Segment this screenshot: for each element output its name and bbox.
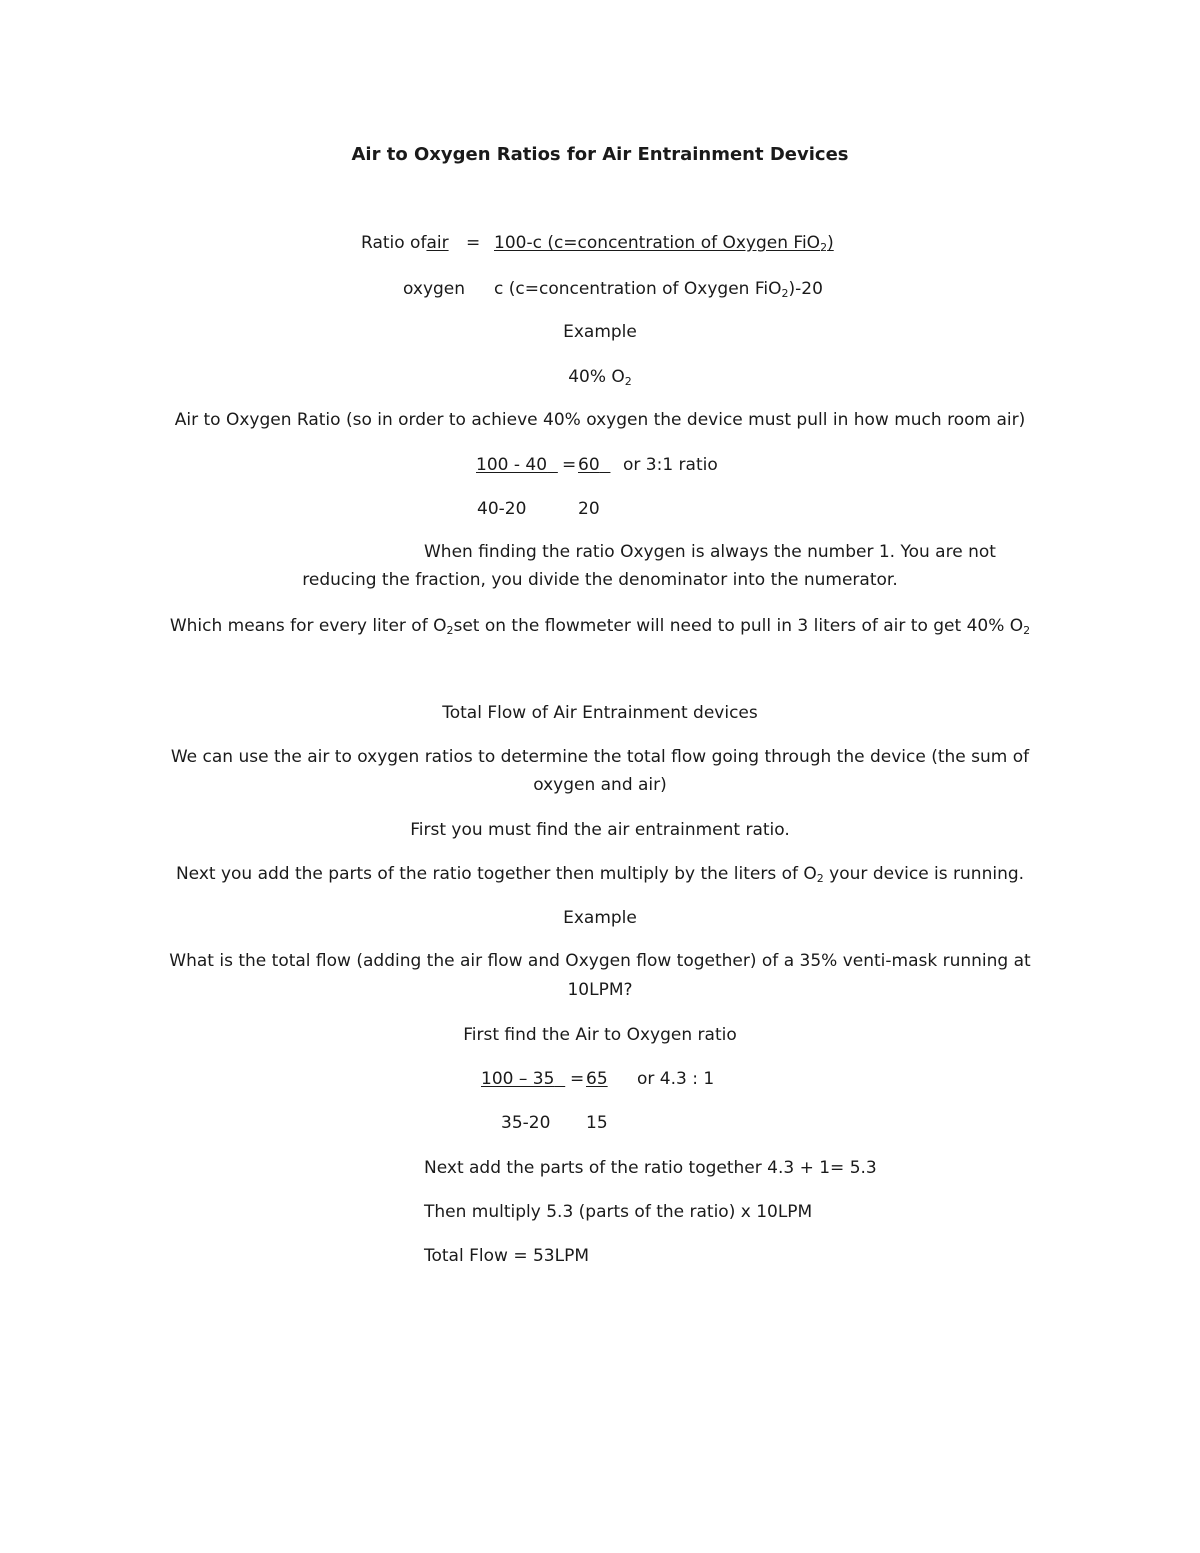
example2-question-line2: 10LPM? [567, 980, 633, 1000]
document-title: Air to Oxygen Ratios for Air Entrainment Devices [351, 144, 849, 165]
example2-result-den: 15 [586, 1113, 608, 1133]
total-flow-step1: First you must find the air entrainment ratio. [410, 820, 790, 840]
example2-add-parts: Next add the parts of the ratio together 4.3 + 1= 5.3 [424, 1158, 877, 1178]
example1-note-line1: When finding the ratio Oxygen is always the number 1. You are not [424, 542, 996, 562]
formula-oxygen-word: oxygen [403, 279, 466, 299]
example2-find: First find the Air to Oxygen ratio [463, 1025, 737, 1045]
numerator-close: ) [827, 233, 834, 253]
example1-result-num-text: 60 [578, 455, 600, 475]
example2-result-num [586, 1068, 608, 1090]
example1-value-subscript: 2 [624, 375, 632, 388]
denominator-subscript: 2 [781, 287, 789, 300]
example2-question-line1: What is the total flow (adding the air flow and Oxygen flow together) of a 35% venti-mask running at [169, 951, 1031, 971]
formula-equals: = [466, 233, 481, 253]
example2-result-num-text: 65 [586, 1069, 608, 1089]
example2-numerator [481, 1068, 565, 1090]
example2-multiply: Then multiply 5.3 (parts of the ratio) x 10LPM [424, 1202, 813, 1222]
numerator-text: 100-c (c=concentration of Oxygen FiO [494, 233, 821, 253]
step2-subscript: 2 [816, 872, 824, 885]
total-flow-intro-line1: We can use the air to oxygen ratios to determine the total flow going through the device (the sum of [170, 747, 1030, 767]
example1-question: Air to Oxygen Ratio (so in order to achieve 40% oxygen the device must pull in how much room air) [174, 410, 1026, 430]
denominator-tail: )-20 [788, 279, 823, 299]
example2-or-text: or 4.3 : 1 [637, 1069, 715, 1089]
example2-heading: Example [563, 908, 637, 928]
example1-numerator [476, 454, 558, 476]
example1-value [0, 366, 1200, 388]
ratio-label-text: Ratio of [361, 233, 427, 253]
step2-text-a: Next you add the parts of the ratio together then multiply by the liters of O [175, 864, 817, 884]
example2-total: Total Flow = 53LPM [424, 1246, 589, 1266]
step2-text-b: your device is running. [823, 864, 1025, 884]
denominator-text: c (c=concentration of Oxygen FiO [494, 279, 782, 299]
example1-result-num [578, 454, 610, 476]
example1-equals: = [562, 455, 577, 475]
formula-numerator [494, 232, 834, 254]
total-flow-intro-line2: oxygen and air) [533, 775, 667, 795]
formula-ratio-label [361, 232, 449, 254]
example1-denominator: 40-20 [477, 499, 527, 519]
air-word: air [426, 233, 449, 253]
means-subscript-a: 2 [446, 624, 454, 637]
total-flow-heading: Total Flow of Air Entrainment devices [442, 703, 758, 723]
example1-or-text: or 3:1 ratio [623, 455, 718, 475]
example2-numerator-text: 100 – 35 [481, 1069, 555, 1089]
example2-denominator: 35-20 [501, 1113, 551, 1133]
example1-heading: Example [563, 322, 637, 342]
numerator-subscript: 2 [820, 241, 828, 254]
example1-value-text: 40% O [568, 367, 625, 387]
example2-equals: = [570, 1069, 585, 1089]
total-flow-step2 [0, 863, 1200, 885]
means-subscript-b: 2 [1023, 624, 1031, 637]
means-text-a: Which means for every liter of O [169, 616, 447, 636]
example1-means [0, 615, 1200, 637]
means-text-b: set on the flowmeter will need to pull in 3 liters of air to get 40% O [453, 616, 1024, 636]
formula-denominator [494, 278, 823, 300]
example1-note-line2: reducing the fraction, you divide the denominator into the numerator. [302, 570, 898, 590]
example1-numerator-text: 100 - 40 [476, 455, 548, 475]
example1-result-den: 20 [578, 499, 600, 519]
